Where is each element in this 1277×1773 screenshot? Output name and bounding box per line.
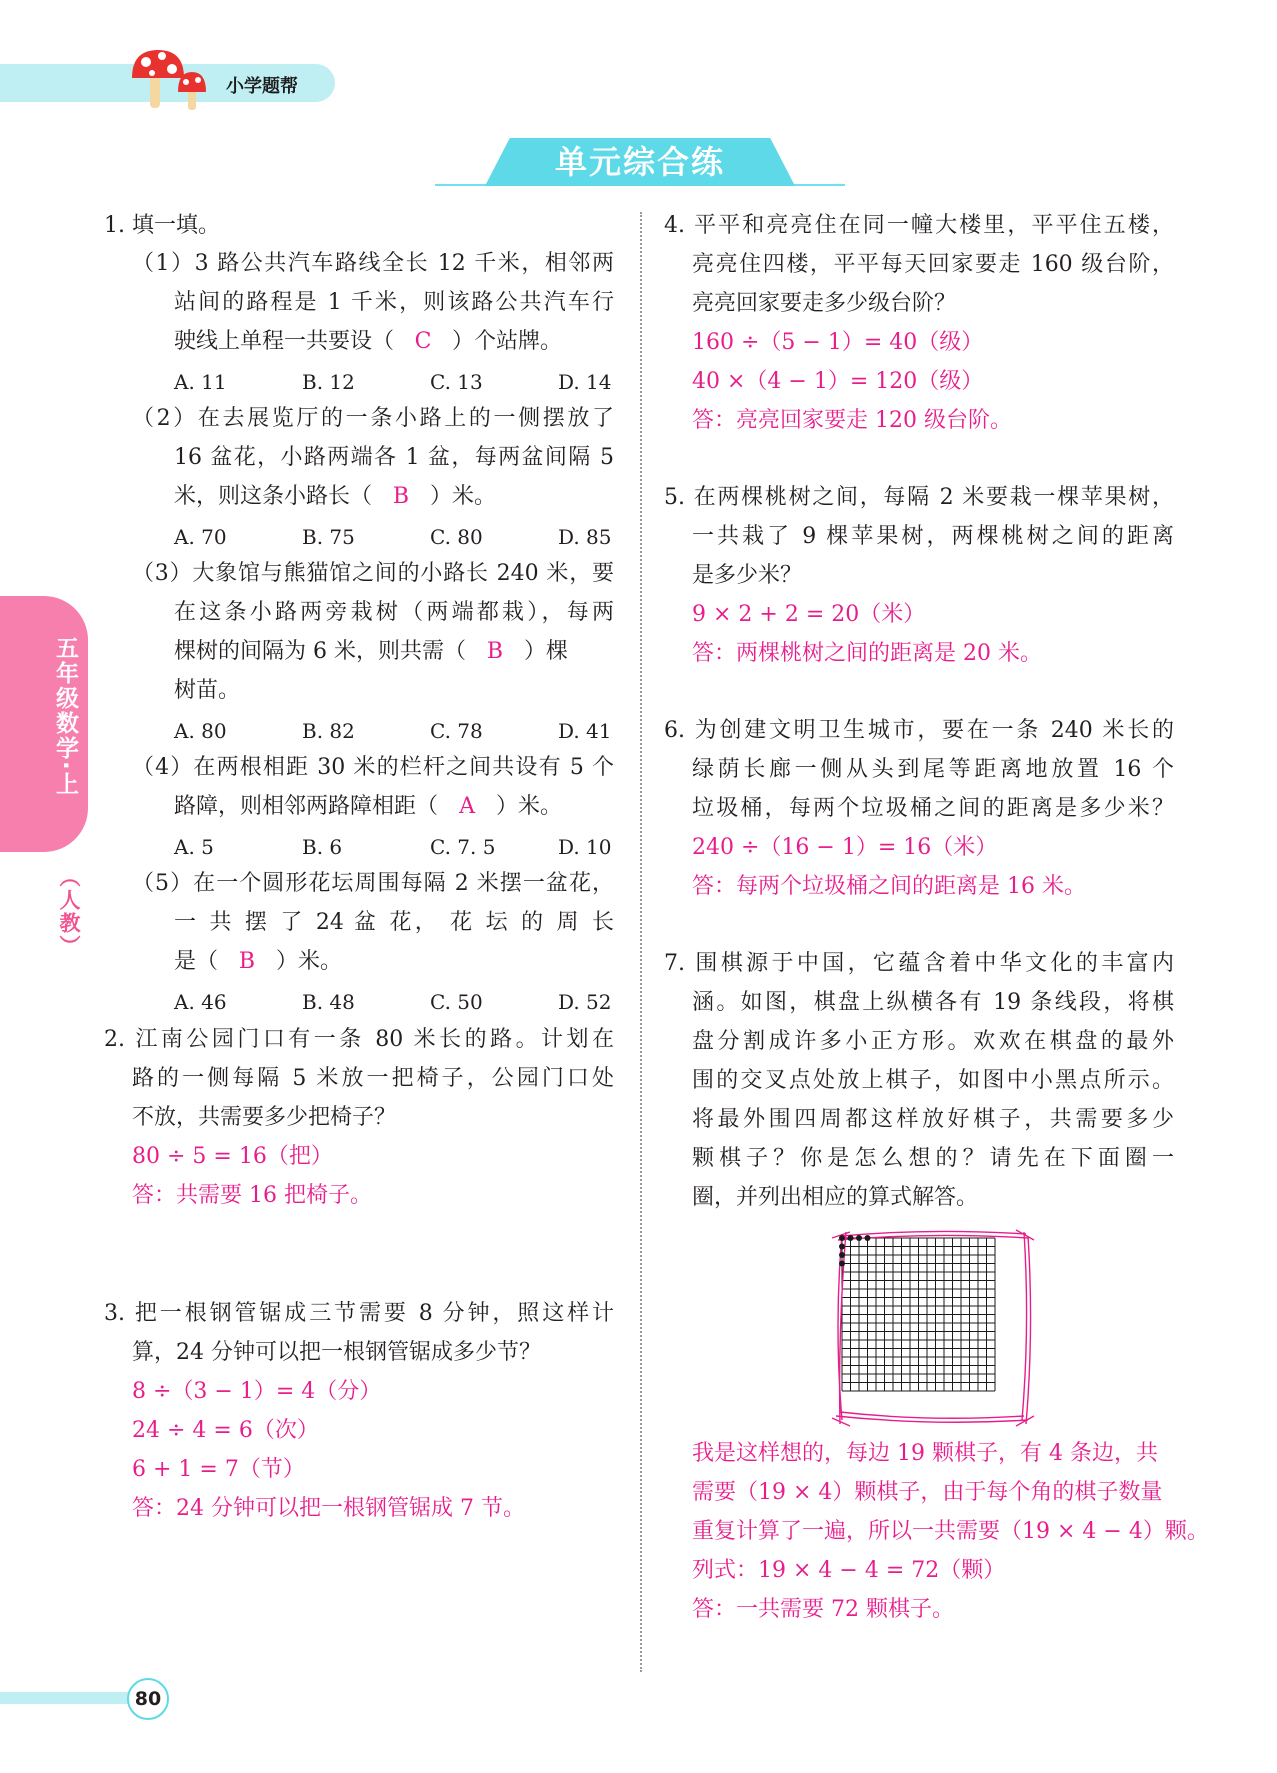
- q1-p4-choice-c: C. 7. 5: [430, 835, 496, 859]
- circled-outer-ring: [832, 1230, 1034, 1426]
- q7-line1: 7. 围棋源于中国，它蕴含着中华文化的丰富内: [664, 951, 1174, 976]
- q1-p4-choice-b: B. 6: [302, 835, 343, 859]
- q7-answer-1: 我是这样想的，每边 19 颗棋子，有 4 条边，共: [692, 1441, 1158, 1466]
- q3-answer-4: 答：24 分钟可以把一根钢管锯成 7 节。: [132, 1496, 525, 1521]
- q1-p3-line3: 棵树的间隔为 6 米，则共需（ B ）棵: [174, 639, 568, 664]
- q4-answer-1: 160 ÷（5 − 1）= 40（级）: [692, 330, 984, 355]
- q2-answer-calc: 80 ÷ 5 = 16（把）: [132, 1144, 333, 1169]
- q7-answer-4: 列式：19 × 4 − 4 = 72（颗）: [692, 1558, 1006, 1583]
- q7-line7: 圈，并列出相应的算式解答。: [692, 1185, 979, 1210]
- q1-p4-choice-d: D. 10: [558, 835, 612, 859]
- q6-line1: 6. 为创建文明卫生城市，要在一条 240 米长的: [664, 718, 1174, 743]
- q7-line2: 涵。如图，棋盘上纵横各有 19 条线段，将棋: [692, 990, 1174, 1015]
- q3-line2: 算，24 分钟可以把一根钢管锯成多少节？: [132, 1340, 541, 1365]
- q1-p2-answer: B: [392, 484, 410, 509]
- q1-p2-line3: 米，则这条小路长（ B ）米。: [174, 484, 497, 509]
- q3-answer-2: 24 ÷ 4 = 6（次）: [132, 1418, 319, 1443]
- q5-answer-2: 答：两棵桃树之间的距离是 20 米。: [692, 641, 1042, 666]
- q1-p3-line4: 树苗。: [174, 678, 241, 703]
- q1-p1-choice-b: B. 12: [302, 370, 355, 394]
- q7-answer-3: 重复计算了一遍，所以一共需要（19 × 4 − 4）颗。: [692, 1519, 1209, 1544]
- q1-p2-choice-b: B. 75: [302, 525, 355, 549]
- q1-p5-line2: 一 共 摆 了 24 盆 花， 花 坛 的 周 长: [174, 910, 614, 935]
- q7-line5: 将最外围四周都这样放好棋子，共需要多少: [692, 1107, 1174, 1132]
- q7-line6: 颗棋子？你是怎么想的？请先在下面圈一: [692, 1146, 1174, 1171]
- mushroom-logo-icon: [128, 44, 228, 114]
- q1-p3-line2: 在这条小路两旁栽树（两端都栽），每两: [174, 600, 614, 625]
- q1-p4-line2: 路障，则相邻两路障相距（ A ）米。: [174, 794, 563, 819]
- q1-p1-choice-a: A. 11: [174, 370, 227, 394]
- q1-p3-choice-d: D. 41: [558, 719, 612, 743]
- q3-line1: 3. 把一根钢管锯成三节需要 8 分钟，照这样计: [104, 1301, 614, 1326]
- go-board-grid: [842, 1238, 995, 1391]
- q1-stem: 1. 填一填。: [104, 213, 220, 238]
- q3-answer-1: 8 ÷（3 − 1）= 4（分）: [132, 1379, 382, 1404]
- q4-line2: 亮亮住四楼，平平每天回家要走 160 级台阶，: [692, 252, 1174, 277]
- q1-p2-choice-c: C. 80: [430, 525, 483, 549]
- q1-p3-line1: （3）大象馆与熊猫馆之间的小路长 240 米，要: [132, 561, 614, 586]
- q1-p1-choice-c: C. 13: [430, 370, 483, 394]
- q4-answer-2: 40 ×（4 − 1）= 120（级）: [692, 369, 984, 394]
- q1-p5-line1: （5）在一个圆形花坛周围每隔 2 米摆一盆花，: [132, 871, 614, 896]
- section-title: 单元综合练: [554, 143, 725, 181]
- q2-answer-text: 答：共需要 16 把椅子。: [132, 1183, 372, 1208]
- q5-line3: 是多少米？: [692, 563, 803, 588]
- q1-p3-choice-a: A. 80: [174, 719, 227, 743]
- q1-p4-answer: A: [459, 794, 475, 819]
- q1-p4-line1: （4）在两根相距 30 米的栏杆之间共设有 5 个: [132, 755, 614, 780]
- q1-p4-choice-a: A. 5: [174, 835, 214, 859]
- q1-p2-line2: 16 盆花，小路两端各 1 盆，每两盆间隔 5: [174, 445, 614, 470]
- footer-bar: [0, 1692, 140, 1704]
- q1-p3-choice-b: B. 82: [302, 719, 355, 743]
- q1-p5-choice-a: A. 46: [174, 990, 227, 1014]
- page-number: 80: [127, 1678, 169, 1720]
- brand-label: 小学题帮: [226, 76, 298, 97]
- q7-line3: 盘分割成许多小正方形。欢欢在棋盘的最外: [692, 1029, 1174, 1054]
- column-divider: [640, 212, 642, 1672]
- q1-p1-line3: 驶线上单程一共要设（ C ）个站牌。: [174, 329, 563, 354]
- q4-line3: 亮亮回家要走多少级台阶？: [692, 291, 957, 316]
- q6-answer-2: 答：每两个垃圾桶之间的距离是 16 米。: [692, 874, 1086, 899]
- q4-answer-3: 答：亮亮回家要走 120 级台阶。: [692, 408, 1012, 433]
- stone-dots: [839, 1235, 871, 1267]
- q1-p5-answer: B: [238, 949, 256, 974]
- q7-answer-5: 答：一共需要 72 颗棋子。: [692, 1597, 954, 1622]
- q1-p1-line2: 站间的路程是 1 千米，则该路公共汽车行: [174, 290, 614, 315]
- q1-p5-choice-b: B. 48: [302, 990, 355, 1014]
- q1-p1-choice-d: D. 14: [558, 370, 612, 394]
- q6-answer-1: 240 ÷（16 − 1）= 16（米）: [692, 835, 998, 860]
- q6-line3: 垃圾桶，每两个垃圾桶之间的距离是多少米？: [692, 796, 1174, 821]
- q2-line2: 路的一侧每隔 5 米放一把椅子，公园门口处: [132, 1066, 614, 1091]
- q5-answer-1: 9 × 2 + 2 = 20（米）: [692, 602, 926, 627]
- q1-p5-choice-d: D. 52: [558, 990, 612, 1014]
- q6-line2: 绿荫长廊一侧从头到尾等距离地放置 16 个: [692, 757, 1174, 782]
- go-board-figure: [828, 1226, 1038, 1430]
- q3-answer-3: 6 + 1 = 7（节）: [132, 1457, 305, 1482]
- q1-p1-answer: C: [414, 329, 432, 354]
- q1-p1-line1: （1）3 路公共汽车路线全长 12 千米，相邻两: [132, 251, 614, 276]
- q7-line4: 围的交叉点处放上棋子，如图中小黑点所示。: [692, 1068, 1174, 1093]
- q7-answer-2: 需要（19 × 4）颗棋子，由于每个角的棋子数量: [692, 1480, 1163, 1505]
- q2-line1: 2. 江南公园门口有一条 80 米长的路。计划在: [104, 1027, 614, 1052]
- q1-p2-line1: （2）在去展览厅的一条小路上的一侧摆放了: [132, 406, 614, 431]
- grade-label: 五年级数学·上: [52, 636, 78, 797]
- q1-p3-choice-c: C. 78: [430, 719, 483, 743]
- q1-p5-choice-c: C. 50: [430, 990, 483, 1014]
- edition-label: （人教）: [57, 866, 81, 958]
- q1-p2-choice-a: A. 70: [174, 525, 227, 549]
- q5-line1: 5. 在两棵桃树之间，每隔 2 米要栽一棵苹果树，: [664, 485, 1174, 510]
- q1-p3-answer: B: [486, 639, 504, 664]
- q2-line3: 不放，共需要多少把椅子？: [132, 1105, 397, 1130]
- q1-p5-line3: 是（ B ）米。: [174, 949, 343, 974]
- q4-line1: 4. 平平和亮亮住在同一幢大楼里，平平住五楼，: [664, 213, 1174, 238]
- q5-line2: 一共栽了 9 棵苹果树，两棵桃树之间的距离: [692, 524, 1174, 549]
- q1-p2-choice-d: D. 85: [558, 525, 612, 549]
